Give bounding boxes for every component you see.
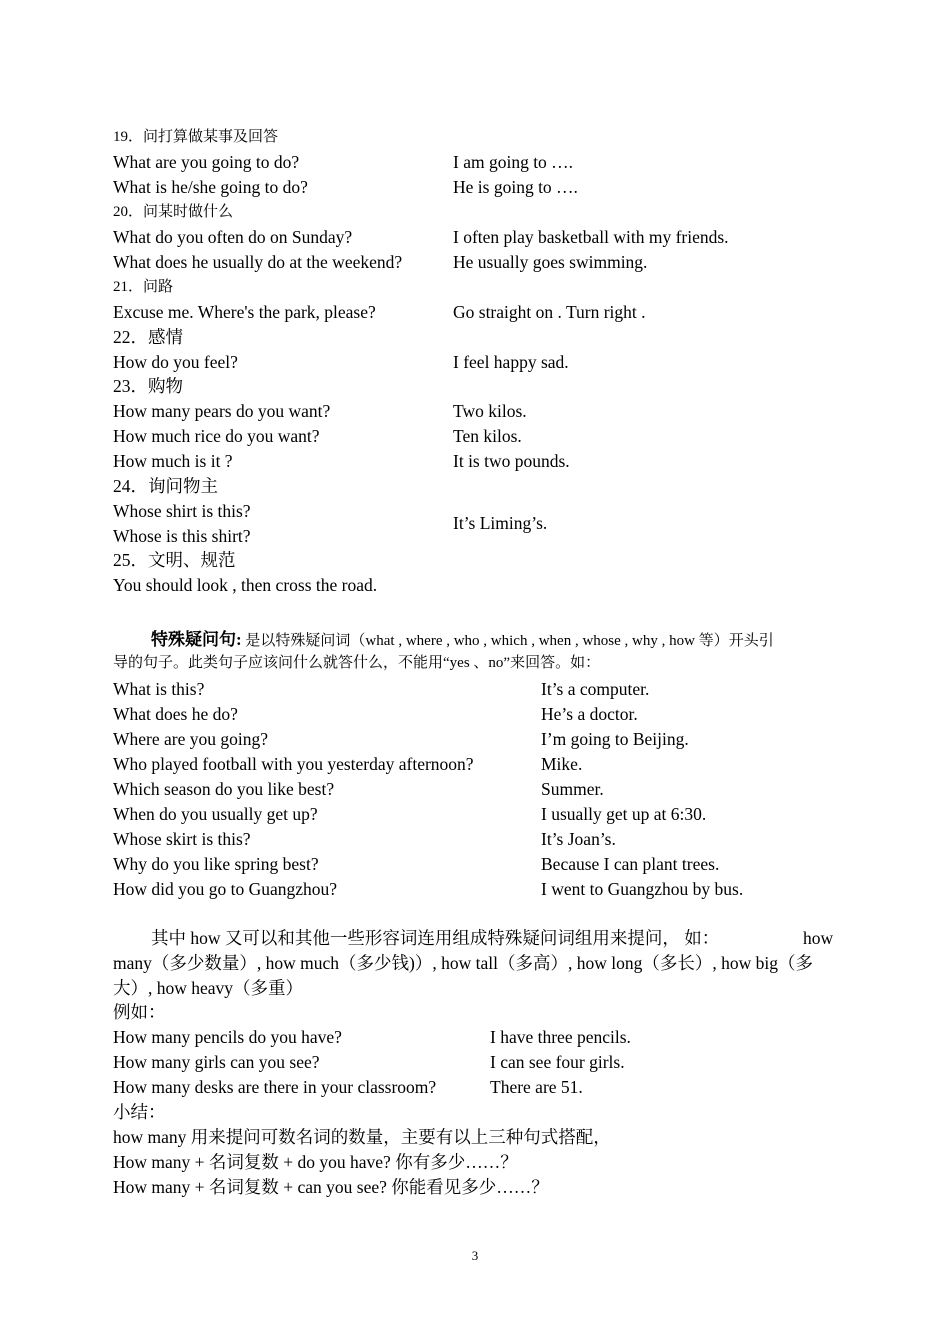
question-text: How do you feel? [113, 352, 238, 372]
answer-text: I can see four girls. [490, 1052, 625, 1072]
section-22-heading: 22．感情 [113, 327, 183, 347]
question-text: What is this? [113, 679, 205, 699]
summary-line: how many 用来提问可数名词的数量，主要有以上三种句式搭配， [113, 1127, 611, 1147]
summary-line: How many + 名词复数 + can you see? 你能看见多少……？ [113, 1177, 549, 1197]
page-number: 3 [471, 1248, 479, 1263]
section-23-heading: 23．购物 [113, 376, 183, 396]
answer-text: Because I can plant trees. [541, 854, 720, 874]
special-question-intro-text: 是以特殊疑问词（what , where , who , which , when , whose , why , how 等）开头引 [241, 633, 774, 649]
question-text: How much rice do you want? [113, 426, 320, 446]
question-text: Where are you going? [113, 729, 268, 749]
answer-text: Ten kilos. [453, 426, 522, 446]
answer-text: I have three pencils. [490, 1027, 631, 1047]
question-text: Why do you like spring best? [113, 854, 319, 874]
answer-text: I often play basketball with my friends. [453, 227, 729, 247]
question-text: What are you going to do? [113, 152, 300, 172]
how-paragraph-line1: 其中 how 又可以和其他一些形容词连用组成特殊疑问词组用来提问， 如： [151, 928, 720, 948]
question-text: Whose shirt is this? [113, 501, 251, 521]
question-text: How much is it ? [113, 451, 233, 471]
question-text: How many pears do you want? [113, 401, 331, 421]
answer-text: I feel happy sad. [453, 352, 569, 372]
answer-text: Two kilos. [453, 401, 527, 421]
special-question-intro [151, 627, 774, 654]
sentence-text: You should look , then cross the road. [113, 575, 378, 595]
special-question-intro-line2: 导的句子。此类句子应该问什么就答什么，不能用“yes 、no”来回答。如： [113, 655, 601, 671]
answer-text: Summer. [541, 779, 604, 799]
question-text: How many desks are there in your classroom? [113, 1077, 437, 1097]
answer-text: It is two pounds. [453, 451, 570, 471]
answer-text: I went to Guangzhou by bus. [541, 879, 744, 899]
how-paragraph-line3: 大）, how heavy（多重） [113, 978, 304, 998]
section-21-heading: 21．问路 [113, 279, 174, 295]
question-text: What is he/she going to do? [113, 177, 308, 197]
answer-text: Mike. [541, 754, 583, 774]
answer-text: He usually goes swimming. [453, 252, 648, 272]
question-text: What does he do? [113, 704, 238, 724]
section-25-heading: 25．文明、规范 [113, 550, 236, 570]
question-text: How many girls can you see? [113, 1052, 320, 1072]
example-label: 例如： [113, 1002, 166, 1022]
answer-text: Go straight on . Turn right . [453, 302, 646, 322]
answer-text: I usually get up at 6:30. [541, 804, 707, 824]
special-question-term: 特殊疑问句: [151, 630, 242, 649]
question-text: Excuse me. Where's the park, please? [113, 302, 376, 322]
question-text: What does he usually do at the weekend? [113, 252, 403, 272]
question-text: Whose skirt is this? [113, 829, 251, 849]
answer-text: He is going to …. [453, 177, 578, 197]
question-text: How did you go to Guangzhou? [113, 879, 338, 899]
answer-text: I am going to …. [453, 152, 574, 172]
how-paragraph-line2: many（多少数量）, how much（多少钱)）, how tall（多高）, how long（多长）, how big（多 [113, 953, 813, 973]
answer-text: It’s Joan’s. [541, 829, 616, 849]
answer-text: He’s a doctor. [541, 704, 638, 724]
section-24-heading: 24．询问物主 [113, 476, 218, 496]
answer-text: It’s a computer. [541, 679, 650, 699]
answer-text: It’s Liming’s. [453, 513, 548, 533]
answer-text: There are 51. [490, 1077, 583, 1097]
section-20-heading: 20．问某时做什么 [113, 204, 234, 220]
question-text: Whose is this shirt? [113, 526, 251, 546]
question-text: What do you often do on Sunday? [113, 227, 353, 247]
answer-text: I’m going to Beijing. [541, 729, 689, 749]
question-text: When do you usually get up? [113, 804, 318, 824]
question-text: How many pencils do you have? [113, 1027, 342, 1047]
summary-line: How many + 名词复数 + do you have? 你有多少……？ [113, 1152, 518, 1172]
section-19-heading: 19．问打算做某事及回答 [113, 129, 279, 145]
summary-label: 小结： [113, 1102, 166, 1122]
question-text: Who played football with you yesterday afternoon? [113, 754, 474, 774]
question-text: Which season do you like best? [113, 779, 335, 799]
how-paragraph-line1-end: how [803, 928, 834, 948]
